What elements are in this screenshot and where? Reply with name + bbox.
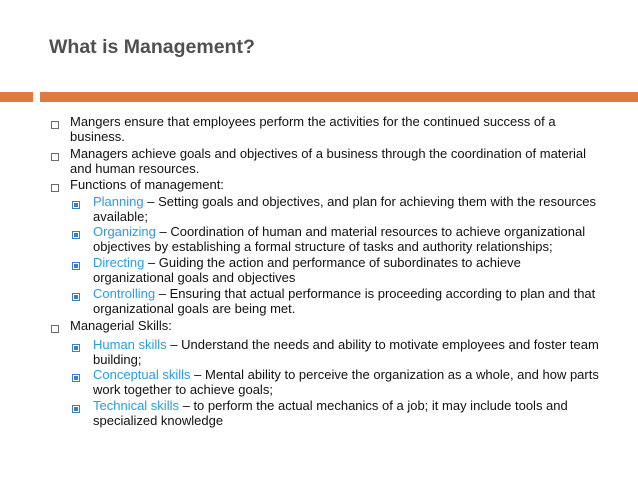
title-accent-bar-left <box>0 92 33 102</box>
skill-term: Human skills <box>93 337 167 352</box>
function-description: – Setting goals and objectives, and plan for achieving them with the resources available; <box>93 194 596 224</box>
sub-bullet-item <box>93 398 605 428</box>
filled-square-bullet-icon <box>72 262 80 270</box>
function-description: – Ensuring that actual performance is proceeding according to plan and that organizational goals are being met. <box>93 286 596 316</box>
function-term: Planning <box>93 194 144 209</box>
filled-square-bullet-icon <box>72 201 80 209</box>
square-bullet-icon <box>51 325 59 333</box>
skill-term: Conceptual skills <box>93 367 191 382</box>
sub-bullet-item <box>93 194 605 224</box>
square-bullet-icon <box>51 121 59 129</box>
bullet-item: Managers achieve goals and objectives of a business through the coordination of material and human resources. <box>70 146 586 176</box>
function-description: – Guiding the action and performance of subordinates to achieve organizational goals and objectives <box>93 255 521 285</box>
filled-square-bullet-icon <box>72 374 80 382</box>
skill-description: – Understand the needs and ability to motivate employees and foster team building; <box>93 337 599 367</box>
square-bullet-icon <box>51 153 59 161</box>
bullet-item: Functions of management: <box>70 177 224 192</box>
bullet-item: Managerial Skills: <box>70 318 172 333</box>
sub-bullet-item <box>93 367 605 397</box>
sub-bullet-item <box>93 337 605 367</box>
sub-bullet-item <box>93 255 605 285</box>
slide-title: What is Management? <box>49 36 255 58</box>
function-term: Directing <box>93 255 145 270</box>
function-term: Controlling <box>93 286 156 301</box>
filled-square-bullet-icon <box>72 344 80 352</box>
skill-term: Technical skills <box>93 398 179 413</box>
function-term: Organizing <box>93 224 156 239</box>
skill-description: – Mental ability to perceive the organization as a whole, and how parts work together to achieve goals; <box>93 367 599 397</box>
sub-bullet-item <box>93 286 605 316</box>
square-bullet-icon <box>51 184 59 192</box>
title-accent-bar-right <box>40 92 638 102</box>
filled-square-bullet-icon <box>72 293 80 301</box>
skill-description: – to perform the actual mechanics of a job; it may include tools and specialized knowledge <box>93 398 568 428</box>
function-description: – Coordination of human and material resources to achieve organizational objectives by establishing a formal structure of tasks and authority relationships; <box>93 224 586 254</box>
bullet-item: Mangers ensure that employees perform the activities for the continued success of a business. <box>70 114 556 144</box>
sub-bullet-item <box>93 224 605 254</box>
filled-square-bullet-icon <box>72 231 80 239</box>
filled-square-bullet-icon <box>72 405 80 413</box>
